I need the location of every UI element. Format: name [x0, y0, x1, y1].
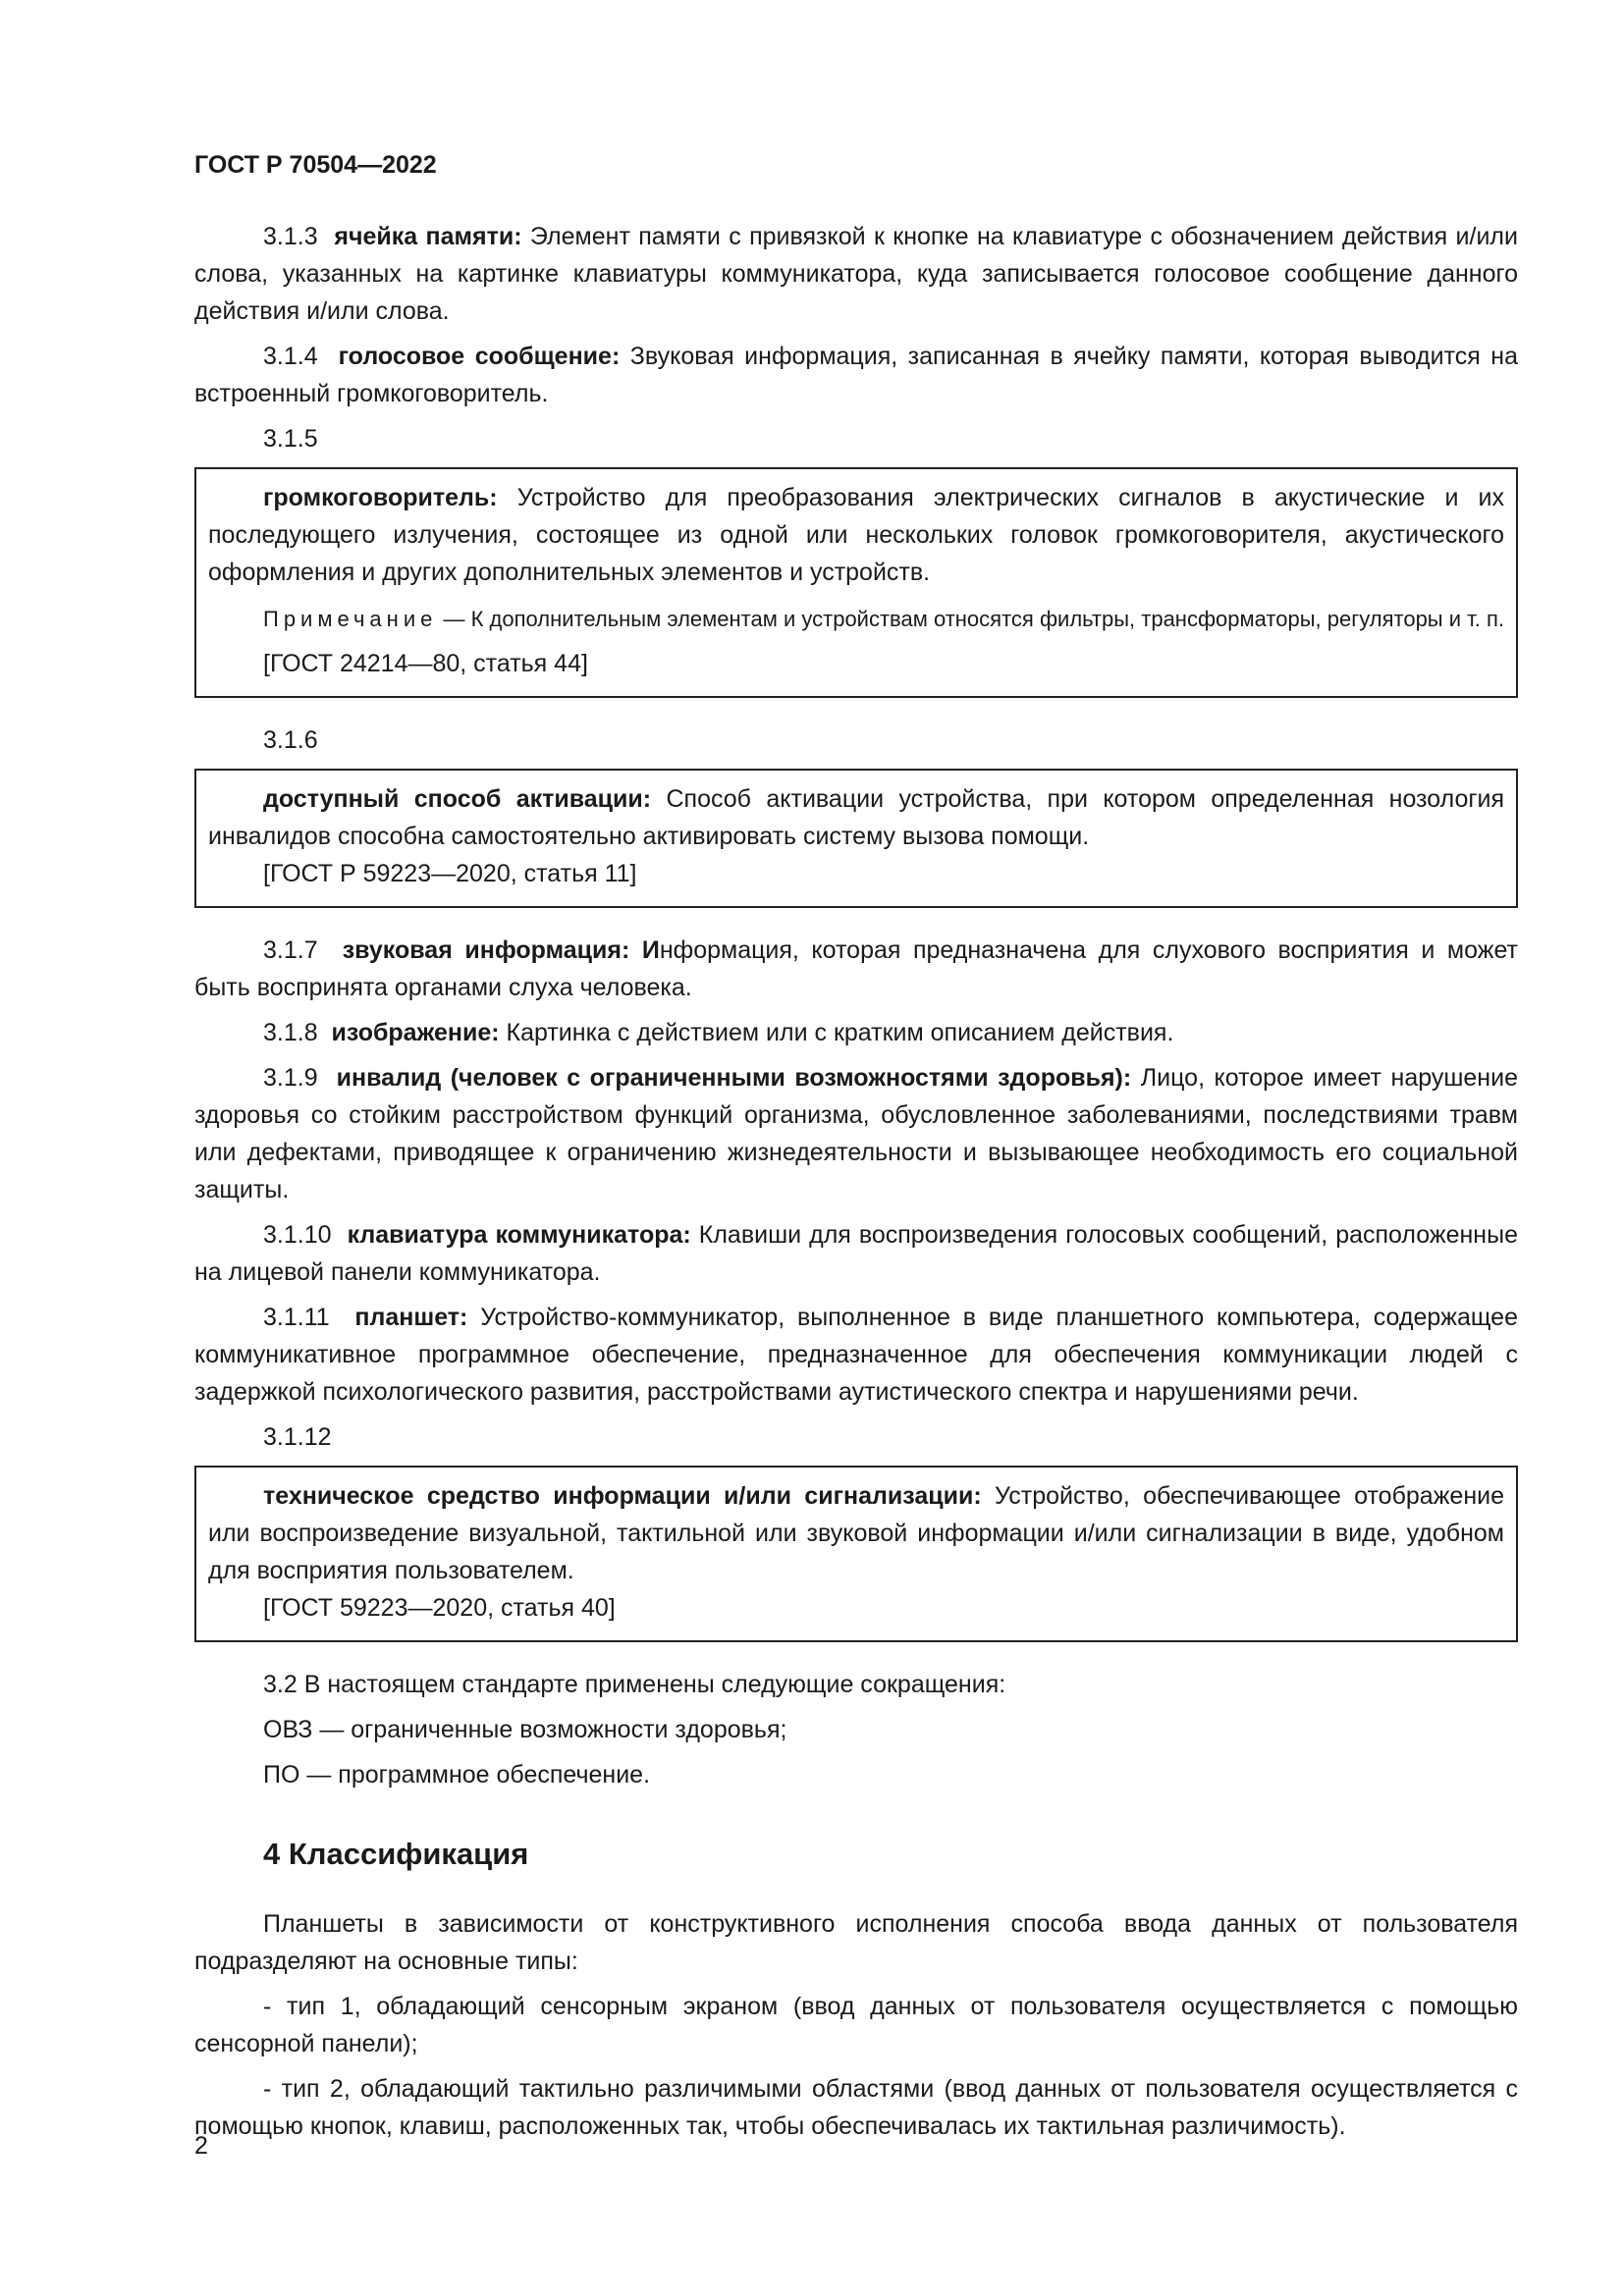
- note-text: — К дополнительным элементам и устройствам относятся фильтры, трансформаторы, регуляторы и т. п.: [443, 607, 1505, 631]
- term-definition: Лицо, которое имеет нарушение здоровья со стойким расстройством функций организма, обусловленное заболеваниями, последствиями травм или дефектами, приводящее к ограничению жизнедеятельности и вызывающее необходимость его социальной защиты.: [194, 1064, 1518, 1203]
- classification-item: - тип 2, обладающий тактильно различимыми областями (ввод данных от пользователя осуществляется с помощью кнопок, клавиш, расположенных так, чтобы обеспечивалась их тактильная различимость).: [194, 2075, 1518, 2140]
- term-box-3-1-6: [194, 769, 1518, 908]
- term-3-1-9: [194, 1059, 1518, 1208]
- classification-item: - тип 1, обладающий сенсорным экраном (ввод данных от пользователя осуществляется с помощью сенсорной панели);: [194, 1993, 1518, 2057]
- term-title: инвалид (человек с ограниченными возможностями здоровья):: [336, 1064, 1132, 1092]
- term-number: 3.1.9: [263, 1064, 318, 1092]
- term-3-1-5: [208, 479, 1504, 591]
- term-title: звуковая информация: И: [342, 936, 660, 964]
- term-number: 3.1.10: [263, 1221, 332, 1249]
- term-3-1-6: [208, 780, 1504, 855]
- term-3-1-3: [194, 218, 1518, 330]
- term-title: техническое средство информации и/или сигнализации:: [263, 1482, 982, 1510]
- term-definition: Клавиши для воспроизведения голосовых сообщений, расположенные на лицевой панели коммуникатора.: [194, 1221, 1518, 1286]
- term-definition: Картинка с действием или с кратким описанием действия.: [506, 1019, 1174, 1046]
- term-definition: Способ активации устройства, при котором определенная нозология инвалидов способна самостоятельно активировать систему вызова помощи.: [208, 785, 1504, 850]
- term-number-3-1-12: 3.1.12: [263, 1423, 332, 1451]
- term-number: 3.1.11: [263, 1304, 330, 1331]
- term-3-1-7: [194, 932, 1518, 1006]
- term-3-1-11: [194, 1299, 1518, 1411]
- term-title: доступный способ активации:: [263, 785, 652, 813]
- document-page: [194, 0, 1518, 2296]
- note-label: Примечание: [263, 607, 438, 631]
- term-definition: Устройство-коммуникатор, выполненное в виде планшетного компьютера, содержащее коммуникативное программное обеспечение, предназначенное для обеспечения коммуникации людей с задержкой психологического развития, расстройствами аутистического спектра и нарушениями речи.: [194, 1304, 1518, 1406]
- term-definition: Элемент памяти с привязкой к кнопке на клавиатуре с обозначением действия и/или слова, указанных на картинке клавиатуры коммуникатора, куда записывается голосовое сообщение данного действия и/или слова.: [194, 223, 1518, 325]
- page-number: 2: [194, 2132, 208, 2160]
- term-source-ref: [ГОСТ 59223—2020, статья 40]: [263, 1594, 616, 1622]
- abbreviations-intro: 3.2 В настоящем стандарте применены следующие сокращения:: [263, 1671, 1006, 1698]
- term-definition: Звуковая информация, записанная в ячейку памяти, которая выводится на встроенный громкоговоритель.: [194, 343, 1518, 407]
- term-3-1-10: [194, 1216, 1518, 1291]
- term-number: 3.1.4: [263, 343, 318, 370]
- term-definition: Устройство для преобразования электрических сигналов в акустические и их последующего излучения, состоящее из одной или нескольких головок громкоговорителя, акустического оформления и других дополнительных элементов и устройств.: [208, 484, 1505, 586]
- term-definition: нформация, которая предназначена для слухового восприятия и может быть воспринята органами слуха человека.: [194, 936, 1518, 1001]
- term-title: клавиатура коммуникатора:: [347, 1221, 691, 1249]
- term-title: ячейка памяти:: [334, 223, 522, 250]
- abbreviation-item: ОВЗ — ограниченные возможности здоровья;: [263, 1716, 787, 1743]
- term-number: 3.1.8: [263, 1019, 318, 1046]
- term-source-ref: [ГОСТ Р 59223—2020, статья 11]: [263, 860, 637, 887]
- term-definition: Устройство, обеспечивающее отображение или воспроизведение визуальной, тактильной или звуковой информации и/или сигнализации в виде, удобном для восприятия пользователем.: [208, 1482, 1504, 1584]
- term-source-ref: [ГОСТ 24214—80, статья 44]: [263, 650, 588, 677]
- section-heading: 4 Классификация: [263, 1837, 529, 1871]
- term-title: голосовое сообщение:: [338, 343, 621, 370]
- document-header: ГОСТ Р 70504—2022: [194, 151, 437, 179]
- term-3-1-8: [194, 1014, 1518, 1051]
- term-title: громкоговоритель:: [263, 484, 498, 511]
- term-number: 3.1.7: [263, 936, 318, 964]
- term-3-1-4: [194, 338, 1518, 412]
- term-number-3-1-6: 3.1.6: [263, 726, 318, 754]
- term-title: изображение:: [331, 1019, 500, 1046]
- term-number-3-1-5: 3.1.5: [263, 425, 318, 453]
- term-number: 3.1.3: [263, 223, 318, 250]
- term-3-1-12: [208, 1477, 1504, 1589]
- section-intro: Планшеты в зависимости от конструктивного исполнения способа ввода данных от пользователя подразделяют на основные типы:: [194, 1910, 1518, 1975]
- term-title: планшет:: [354, 1304, 468, 1331]
- document-content: [194, 218, 1518, 2145]
- term-note: [208, 603, 1504, 635]
- term-box-3-1-12: [194, 1466, 1518, 1642]
- abbreviation-item: ПО — программное обеспечение.: [263, 1761, 651, 1789]
- term-box-3-1-5: [194, 467, 1518, 698]
